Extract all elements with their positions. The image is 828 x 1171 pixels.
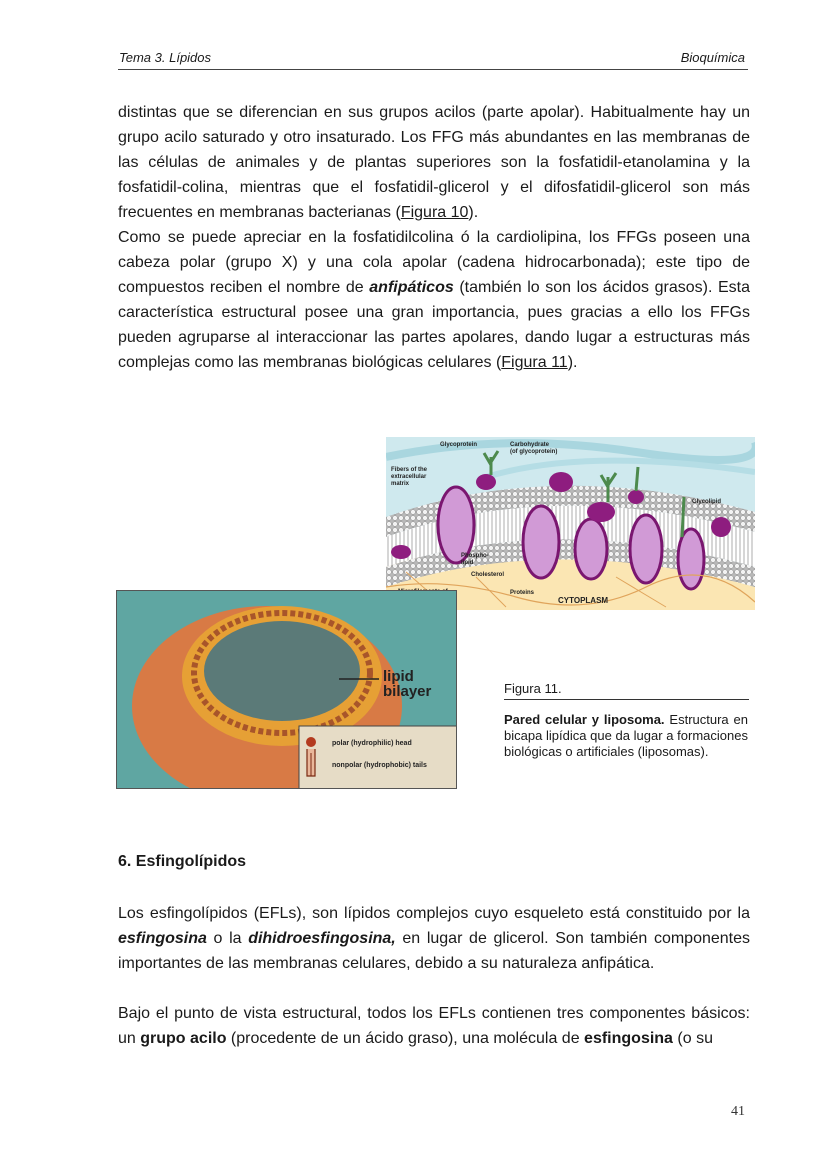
link-figura-11[interactable]: Figura 11	[501, 354, 568, 371]
label-glycoprotein: Glycoprotein	[440, 442, 478, 448]
paragraph-amphipathic: Como se puede apreciar en la fosfatidilcolina ó la cardiolipina, los FFGs poseen una cabeza polar (grupo X) y una cola apolar (cadena hidrocarbonada); este tipo de compuestos reciben el nombre de anfipáticos (también lo son los ácidos grasos). Esta característica estructural posee una gran importancia, pues gracias a ello los FFGs pueden agruparse al interaccionar las partes apolares, dando lugar a estructuras más complejas como las membranas biológicas celulares (Figura 11).	[118, 229, 751, 371]
term-anfipaticos: anfipáticos	[369, 279, 454, 296]
figure-liposome	[116, 590, 457, 789]
label-cytoplasm: CYTOPLASM	[558, 596, 609, 605]
svg-text:matrix: matrix	[391, 481, 410, 487]
label-polar-head: polar (hydrophilic) head	[332, 740, 412, 747]
label-lipid: lipid	[383, 668, 414, 685]
paragraph-esfingolipidos-intro: Los esfingolípidos (EFLs), son lípidos complejos cuyo esqueleto está constituido por la esfingosina o la dihidroesfingosina, en lugar de glicerol. Son también componentes importantes de las membranas celulares, debido a su naturaleza anfipática.	[118, 905, 751, 972]
link-figura-10[interactable]: Figura 10	[400, 204, 469, 221]
label-cholesterol: Cholesterol	[471, 572, 505, 578]
label-carbohydrate: Carbohydrate	[510, 442, 550, 448]
page-header	[118, 49, 748, 70]
header-subject: Bioquímica	[680, 50, 745, 65]
label-bilayer: bilayer	[383, 683, 432, 700]
svg-text:extracellular: extracellular	[391, 474, 427, 480]
figure-cell-membrane	[386, 437, 755, 610]
label-glycolipid: Glycolipid	[692, 499, 722, 505]
label-proteins: Proteins	[510, 590, 535, 596]
section-title-esfingolipidos: 6. Esfingolípidos	[118, 853, 247, 870]
label-phospholipid: Phospho-	[461, 553, 489, 559]
svg-text:(of glycoprotein): (of glycoprotein)	[510, 449, 558, 455]
label-nonpolar-tails: nonpolar (hydrophobic) tails	[332, 762, 427, 769]
paragraph-ffg-types: distintas que se diferencian en sus grupos acilos (parte apolar). Habitualmente hay un grupo acilo saturado y otro insaturado. Los FFG más abundantes en las membranas de las células de animales y de plantas superiores son la fosfatidil-etanolamina y la fosfatidil-colina, mientras que el fosfatidil-glicerol y el difosfatidil-glicerol son más frecuentes en membranas bacterianas (Figura 10).	[118, 104, 750, 221]
figure-11-caption: Pared celular y liposoma. Estructura en bicapa lipídica que da lugar a formaciones biológicas o artificiales (liposomas).	[504, 712, 748, 759]
label-fibers-ecm: Fibers of the	[391, 467, 428, 473]
figure-11-caption-title: Figura 11.	[504, 681, 749, 700]
page-number: 41	[731, 1104, 745, 1119]
paragraph-esfingolipidos-structure: Bajo el punto de vista estructural, todos los EFLs contienen tres componentes básicos: un grupo acilo (procedente de un ácido graso), una molécula de esfingosina (o su	[118, 1005, 750, 1047]
svg-text:lipid: lipid	[461, 560, 474, 566]
header-chapter: Tema 3. Lípidos	[119, 50, 212, 65]
